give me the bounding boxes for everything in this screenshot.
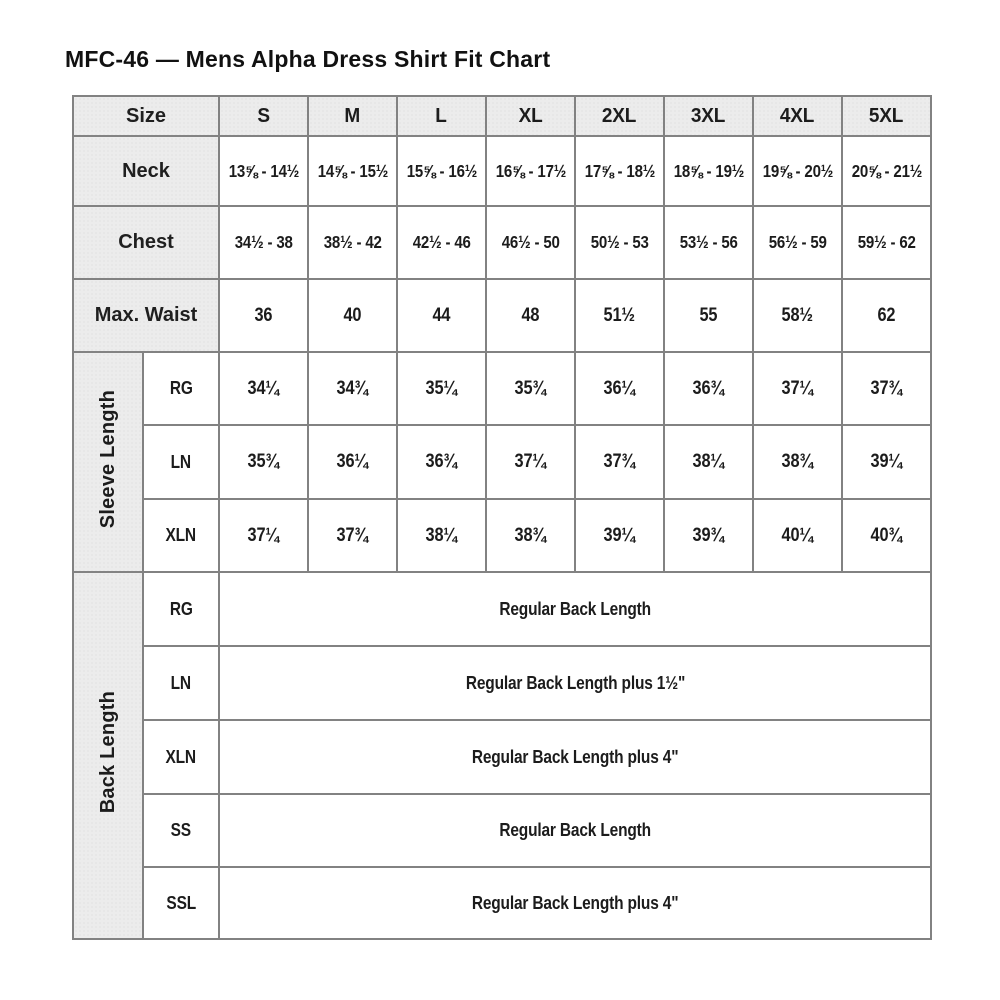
table-row-back-xln	[73, 720, 931, 794]
cell: 48	[486, 279, 575, 352]
row-label-back-ss: SS	[143, 794, 219, 867]
cell: 34¼	[219, 352, 308, 425]
cell: 37¾	[842, 352, 931, 425]
back-length-note: Regular Back Length plus 1½"	[219, 646, 931, 720]
column-header-4xl: 4XL	[753, 96, 842, 136]
cell: 16⅝ - 17½	[486, 136, 575, 206]
cell: 36¼	[308, 425, 397, 499]
table-row-max-waist	[73, 279, 931, 352]
page-title: MFC-46 — Mens Alpha Dress Shirt Fit Chart	[65, 46, 551, 72]
row-label-back-ln: LN	[143, 646, 219, 720]
row-label-back-xln: XLN	[143, 720, 219, 794]
row-label-sleeve-rg: RG	[143, 352, 219, 425]
cell: 39¼	[575, 499, 664, 572]
cell: 58½	[753, 279, 842, 352]
table-row-back-ss	[73, 794, 931, 867]
row-label-back-ssl: SSL	[143, 867, 219, 939]
back-length-note: Regular Back Length plus 4"	[219, 720, 931, 794]
cell: 38¼	[397, 499, 486, 572]
cell: 37¼	[486, 425, 575, 499]
table-row-sleeve-ln	[73, 425, 931, 499]
cell: 35¾	[486, 352, 575, 425]
cell: 18⅝ - 19½	[664, 136, 753, 206]
cell: 53½ - 56	[664, 206, 753, 279]
column-header-5xl: 5XL	[842, 96, 931, 136]
row-label-back-rg: RG	[143, 572, 219, 646]
cell: 38¾	[486, 499, 575, 572]
row-label-chest: Chest	[73, 206, 219, 279]
column-header-2xl: 2XL	[575, 96, 664, 136]
back-length-note: Regular Back Length	[219, 794, 931, 867]
row-label-sleeve-ln: LN	[143, 425, 219, 499]
cell: 36¼	[575, 352, 664, 425]
cell: 56½ - 59	[753, 206, 842, 279]
cell: 62	[842, 279, 931, 352]
cell: 15⅝ - 16½	[397, 136, 486, 206]
table-header-row	[73, 96, 931, 136]
cell: 55	[664, 279, 753, 352]
cell: 36¾	[664, 352, 753, 425]
table-row-back-ssl	[73, 867, 931, 939]
section-label-sleeve-length: Sleeve Length	[73, 352, 143, 572]
cell: 59½ - 62	[842, 206, 931, 279]
cell: 13⅝ - 14½	[219, 136, 308, 206]
row-label-max-waist: Max. Waist	[73, 279, 219, 352]
cell: 51½	[575, 279, 664, 352]
cell: 39¾	[664, 499, 753, 572]
cell: 37¾	[308, 499, 397, 572]
cell: 38¾	[753, 425, 842, 499]
cell: 36¾	[397, 425, 486, 499]
fit-chart-table	[72, 95, 932, 940]
column-header-s: S	[219, 96, 308, 136]
cell: 40¾	[842, 499, 931, 572]
table-row-sleeve-rg	[73, 352, 931, 425]
cell: 20⅝ - 21½	[842, 136, 931, 206]
cell: 40¼	[753, 499, 842, 572]
cell: 38½ - 42	[308, 206, 397, 279]
table-row-back-rg	[73, 572, 931, 646]
size-corner-header: Size	[73, 96, 219, 136]
cell: 35¼	[397, 352, 486, 425]
cell: 38¼	[664, 425, 753, 499]
row-label-neck: Neck	[73, 136, 219, 206]
table-row-neck	[73, 136, 931, 206]
cell: 19⅝ - 20½	[753, 136, 842, 206]
cell: 44	[397, 279, 486, 352]
cell: 17⅝ - 18½	[575, 136, 664, 206]
back-length-note: Regular Back Length	[219, 572, 931, 646]
cell: 46½ - 50	[486, 206, 575, 279]
column-header-3xl: 3XL	[664, 96, 753, 136]
back-length-note: Regular Back Length plus 4"	[219, 867, 931, 939]
cell: 34½ - 38	[219, 206, 308, 279]
cell: 40	[308, 279, 397, 352]
cell: 37¼	[753, 352, 842, 425]
row-label-sleeve-xln: XLN	[143, 499, 219, 572]
column-header-xl: XL	[486, 96, 575, 136]
table-row-chest	[73, 206, 931, 279]
cell: 34¾	[308, 352, 397, 425]
table-row-back-ln	[73, 646, 931, 720]
cell: 36	[219, 279, 308, 352]
column-header-l: L	[397, 96, 486, 136]
section-label-back-length: Back Length	[73, 572, 143, 939]
cell: 37¾	[575, 425, 664, 499]
cell: 42½ - 46	[397, 206, 486, 279]
table-row-sleeve-xln	[73, 499, 931, 572]
column-header-m: M	[308, 96, 397, 136]
cell: 39¼	[842, 425, 931, 499]
cell: 35¾	[219, 425, 308, 499]
cell: 50½ - 53	[575, 206, 664, 279]
cell: 14⅝ - 15½	[308, 136, 397, 206]
cell: 37¼	[219, 499, 308, 572]
